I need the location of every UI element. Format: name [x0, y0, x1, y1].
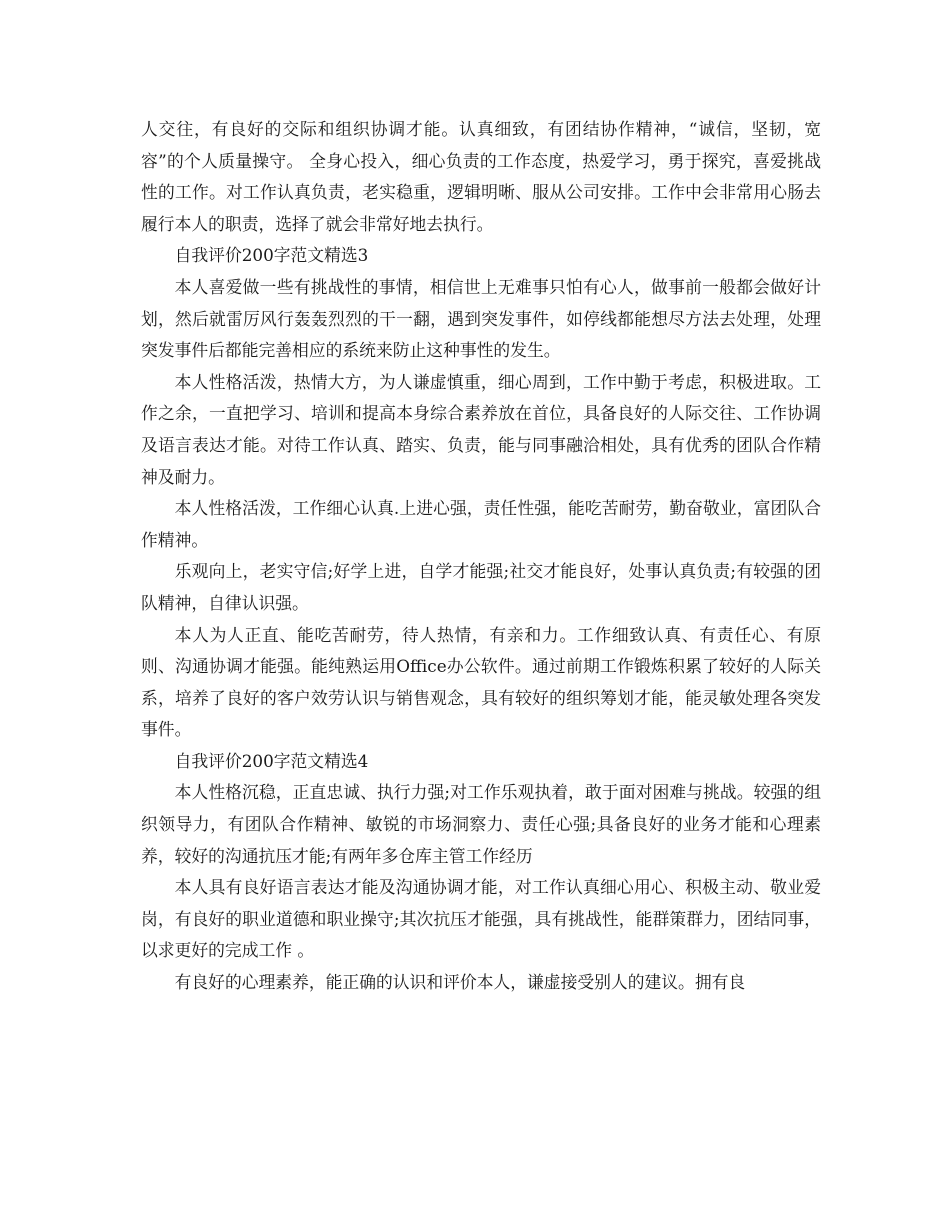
section-heading: 自我评价200字范文精选4	[174, 750, 369, 771]
body-paragraph: 人交往，有良好的交际和组织协调才能。认真细致，有团结协作精神，“诚信，坚韧，宽容”的个人质量操守。 全身心投入，细心负责的工作态度，热爱学习，勇于探究，喜爱挑战性的工作。对工作认真负责，老实稳重，逻辑明晰、服从公司安排。工作中会非常用心肠去履行本人的职责，选择了就会非常好地去执行。	[141, 119, 821, 234]
body-paragraph: 本人喜爱做一些有挑战性的事情，相信世上无难事只怕有心人，做事前一般都会做好计划，然后就雷厉风行轰轰烈烈的干一翻，遇到突发事件，如停线都能想尽方法去处理，处理突发事件后都能完善相应的系统来防止这种事性的发生。	[141, 276, 821, 361]
body-paragraph: 乐观向上，老实守信;好学上进，自学才能强;社交才能良好，处事认真负责;有较强的团队精神，自律认识强。	[141, 561, 821, 613]
body-paragraph: 本人性格活泼，工作细心认真.上进心强，责任性强，能吃苦耐劳，勤奋敬业，富团队合作精神。	[141, 498, 821, 550]
body-paragraph: 本人具有良好语言表达才能及沟通协调才能，对工作认真细心用心、积极主动、敬业爱岗，有良好的职业道德和职业操守;其次抗压才能强，具有挑战性，能群策群力，团结同事，以求更好的完成工作 。	[141, 877, 821, 961]
document-body	[141, 114, 821, 999]
body-paragraph: 本人性格沉稳，正直忠诚、执行力强;对工作乐观执着，敢于面对困难与挑战。较强的组织领导力，有团队合作精神、敏锐的市场洞察力、责任心强;具备良好的业务才能和心理素养，较好的沟通抗压才能;有两年多仓库主管工作经历	[141, 782, 821, 866]
body-paragraph: 有良好的心理素养，能正确的认识和评价本人，谦虚接受别人的建议。拥有良	[174, 972, 746, 993]
body-paragraph: 本人为人正直、能吃苦耐劳，待人热情，有亲和力。工作细致认真、有责任心、有原则、沟通协调才能强。能纯熟运用Office办公软件。通过前期工作锻炼积累了较好的人际关系，培养了良好的客户效劳认识与销售观念，具有较好的组织筹划才能，能灵敏处理各突发事件。	[141, 624, 821, 740]
section-heading: 自我评价200字范文精选3	[174, 245, 369, 266]
body-paragraph: 本人性格活泼，热情大方，为人谦虚慎重，细心周到，工作中勤于考虑，积极进取。工作之余，一直把学习、培训和提高本身综合素养放在首位，具备良好的人际交往、工作协调及语言表达才能。对待工作认真、踏实、负责，能与同事融洽相处，具有优秀的团队合作精神及耐力。	[141, 371, 821, 487]
